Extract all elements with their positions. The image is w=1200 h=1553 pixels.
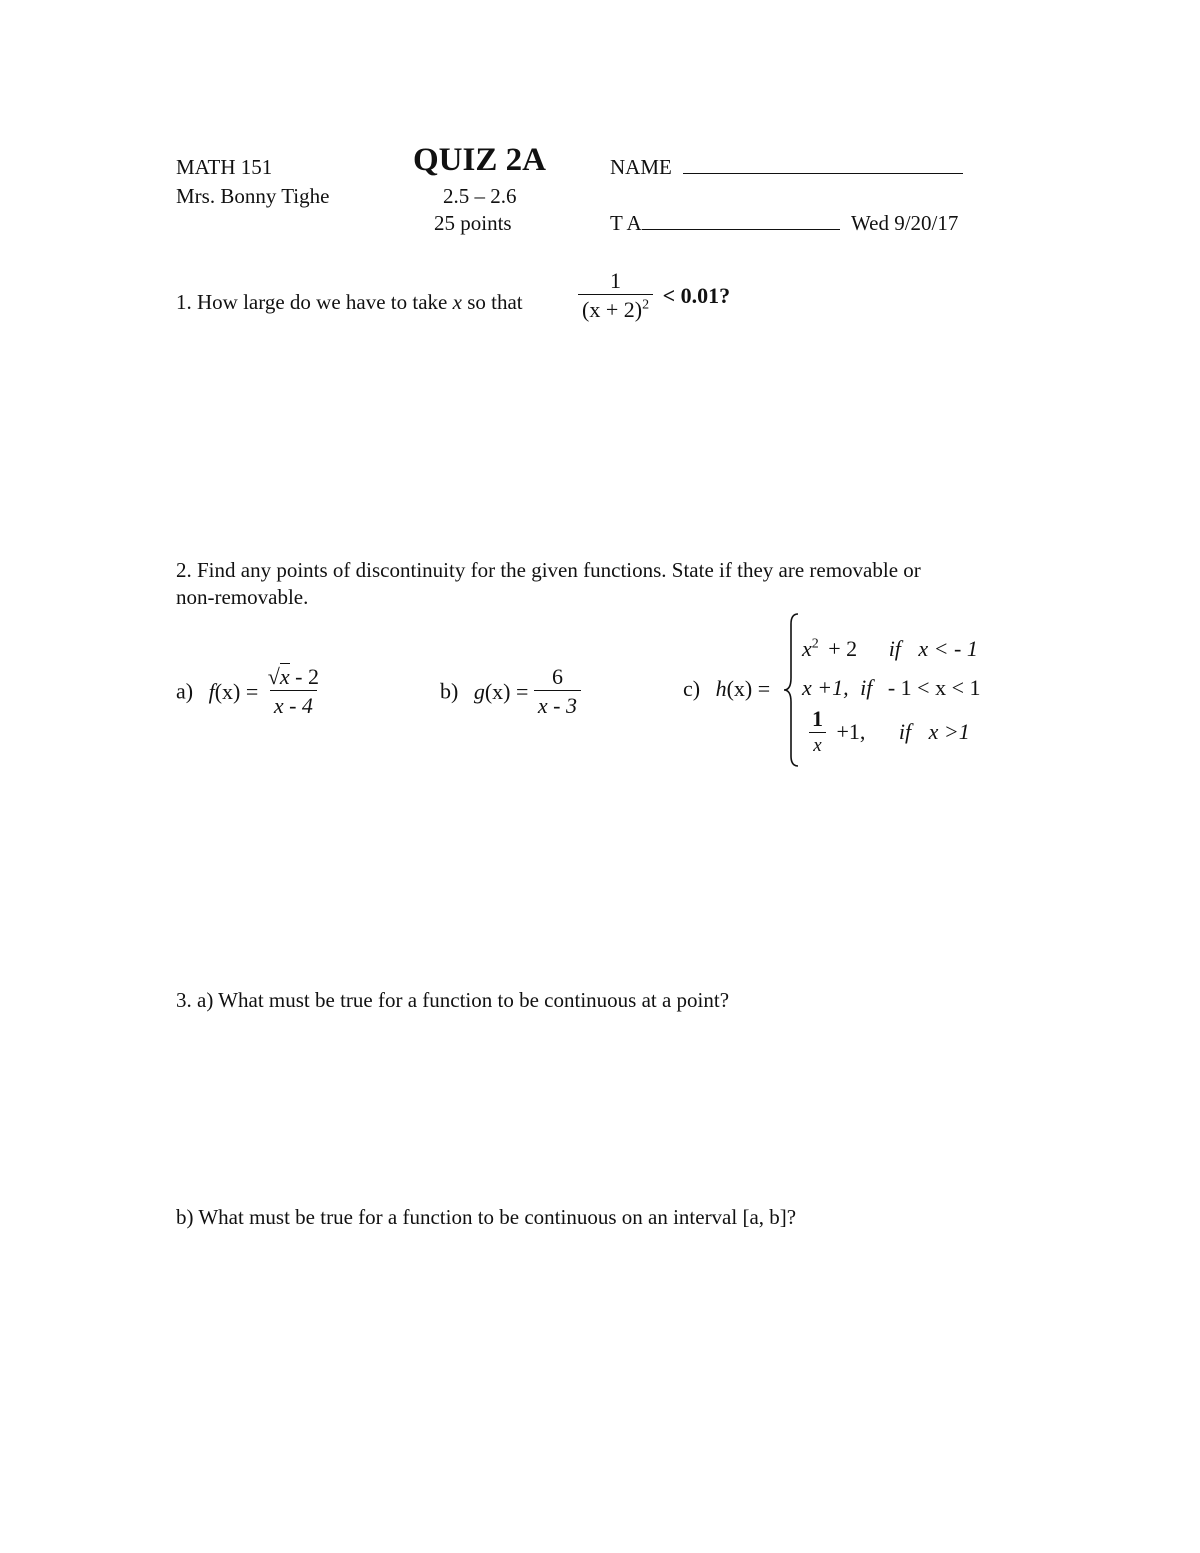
q2b-function bbox=[440, 664, 581, 719]
sqrt-icon: √ bbox=[267, 664, 280, 689]
q1-numerator: 1 bbox=[610, 268, 622, 293]
q2b-arg: (x) = bbox=[484, 678, 529, 704]
q2c-row1-cond: x < - 1 bbox=[918, 636, 978, 661]
q2c-row3-if: if bbox=[898, 718, 912, 744]
q1-rhs: < 0.01? bbox=[662, 282, 731, 308]
q2b-denominator: x - 3 bbox=[534, 690, 581, 719]
q2a-denominator: x - 4 bbox=[270, 690, 317, 719]
q1-fraction bbox=[578, 268, 653, 323]
q2a-num-x: x bbox=[279, 664, 290, 689]
question-2-text-line1: 2. Find any points of discontinuity for the given functions. State if they are removable or bbox=[176, 558, 921, 582]
q2b-fraction bbox=[534, 664, 581, 719]
q2c-row2-if: if bbox=[860, 675, 873, 700]
question-2-text-line2: non-removable. bbox=[176, 585, 309, 609]
q2b-label: b) bbox=[440, 678, 459, 704]
q1-inequality bbox=[578, 268, 730, 323]
q1-variable: x bbox=[452, 290, 462, 314]
q1-exponent: 2 bbox=[642, 297, 650, 313]
q2c-row2-cond: - 1 < x < 1 bbox=[887, 675, 981, 700]
quiz-sections: 2.5 – 2.6 bbox=[443, 184, 517, 208]
q2a-num-rest: - 2 bbox=[295, 664, 319, 689]
q2a-arg: (x) = bbox=[214, 678, 259, 704]
question-3a-text: 3. a) What must be true for a function to be continuous at a point? bbox=[176, 988, 730, 1012]
q2c-row3-den: x bbox=[809, 732, 825, 757]
q2c-case-1 bbox=[802, 636, 978, 662]
instructor-name: Mrs. Bonny Tighe bbox=[176, 184, 330, 208]
question-3b-text: b) What must be true for a function to be continuous on an interval [a, b]? bbox=[176, 1205, 797, 1229]
q2b-numerator: 6 bbox=[551, 664, 563, 689]
name-label: NAME bbox=[610, 155, 672, 179]
q2c-row1-exp: 2 bbox=[811, 636, 819, 652]
q2c-row3-fraction bbox=[808, 706, 827, 757]
question-1-text bbox=[176, 290, 523, 315]
ta-blank[interactable] bbox=[642, 229, 840, 230]
left-brace-icon bbox=[782, 612, 802, 768]
q2c-case-3 bbox=[808, 706, 970, 757]
name-blank[interactable] bbox=[683, 173, 963, 174]
q2a-function bbox=[176, 664, 323, 719]
q2c-label: c) bbox=[683, 676, 701, 701]
quiz-title: QUIZ 2A bbox=[413, 142, 546, 178]
q2a-fraction bbox=[264, 664, 323, 719]
q2a-fname: f bbox=[208, 678, 215, 704]
q2c-row2-expr: x +1, bbox=[802, 675, 849, 700]
q2c-row1-expr: x bbox=[802, 636, 812, 661]
q1-prefix: 1. How large do we have to take bbox=[176, 290, 448, 314]
q2c-row1-rest: + 2 bbox=[828, 636, 858, 661]
quiz-points: 25 points bbox=[434, 211, 512, 235]
q2c-function-name bbox=[683, 676, 770, 702]
q1-denominator: (x + 2) bbox=[582, 297, 643, 322]
q2c-arg: (x) = bbox=[726, 676, 771, 701]
q2a-label: a) bbox=[176, 678, 194, 704]
q1-suffix: so that bbox=[467, 290, 523, 314]
quiz-date: Wed 9/20/17 bbox=[851, 211, 959, 235]
name-field[interactable] bbox=[610, 155, 963, 180]
q2c-row3-num: 1 bbox=[812, 706, 823, 731]
q2c-row3-cond: x >1 bbox=[928, 718, 970, 744]
course-code: MATH 151 bbox=[176, 155, 273, 179]
q2c-row3-rest: +1, bbox=[836, 718, 866, 744]
ta-field[interactable] bbox=[610, 211, 840, 236]
q2b-fname: g bbox=[473, 678, 485, 704]
q2c-fname: h bbox=[715, 676, 727, 701]
q2c-row1-if: if bbox=[888, 636, 901, 661]
q2c-case-2 bbox=[802, 675, 981, 701]
ta-label: T A bbox=[610, 211, 642, 235]
